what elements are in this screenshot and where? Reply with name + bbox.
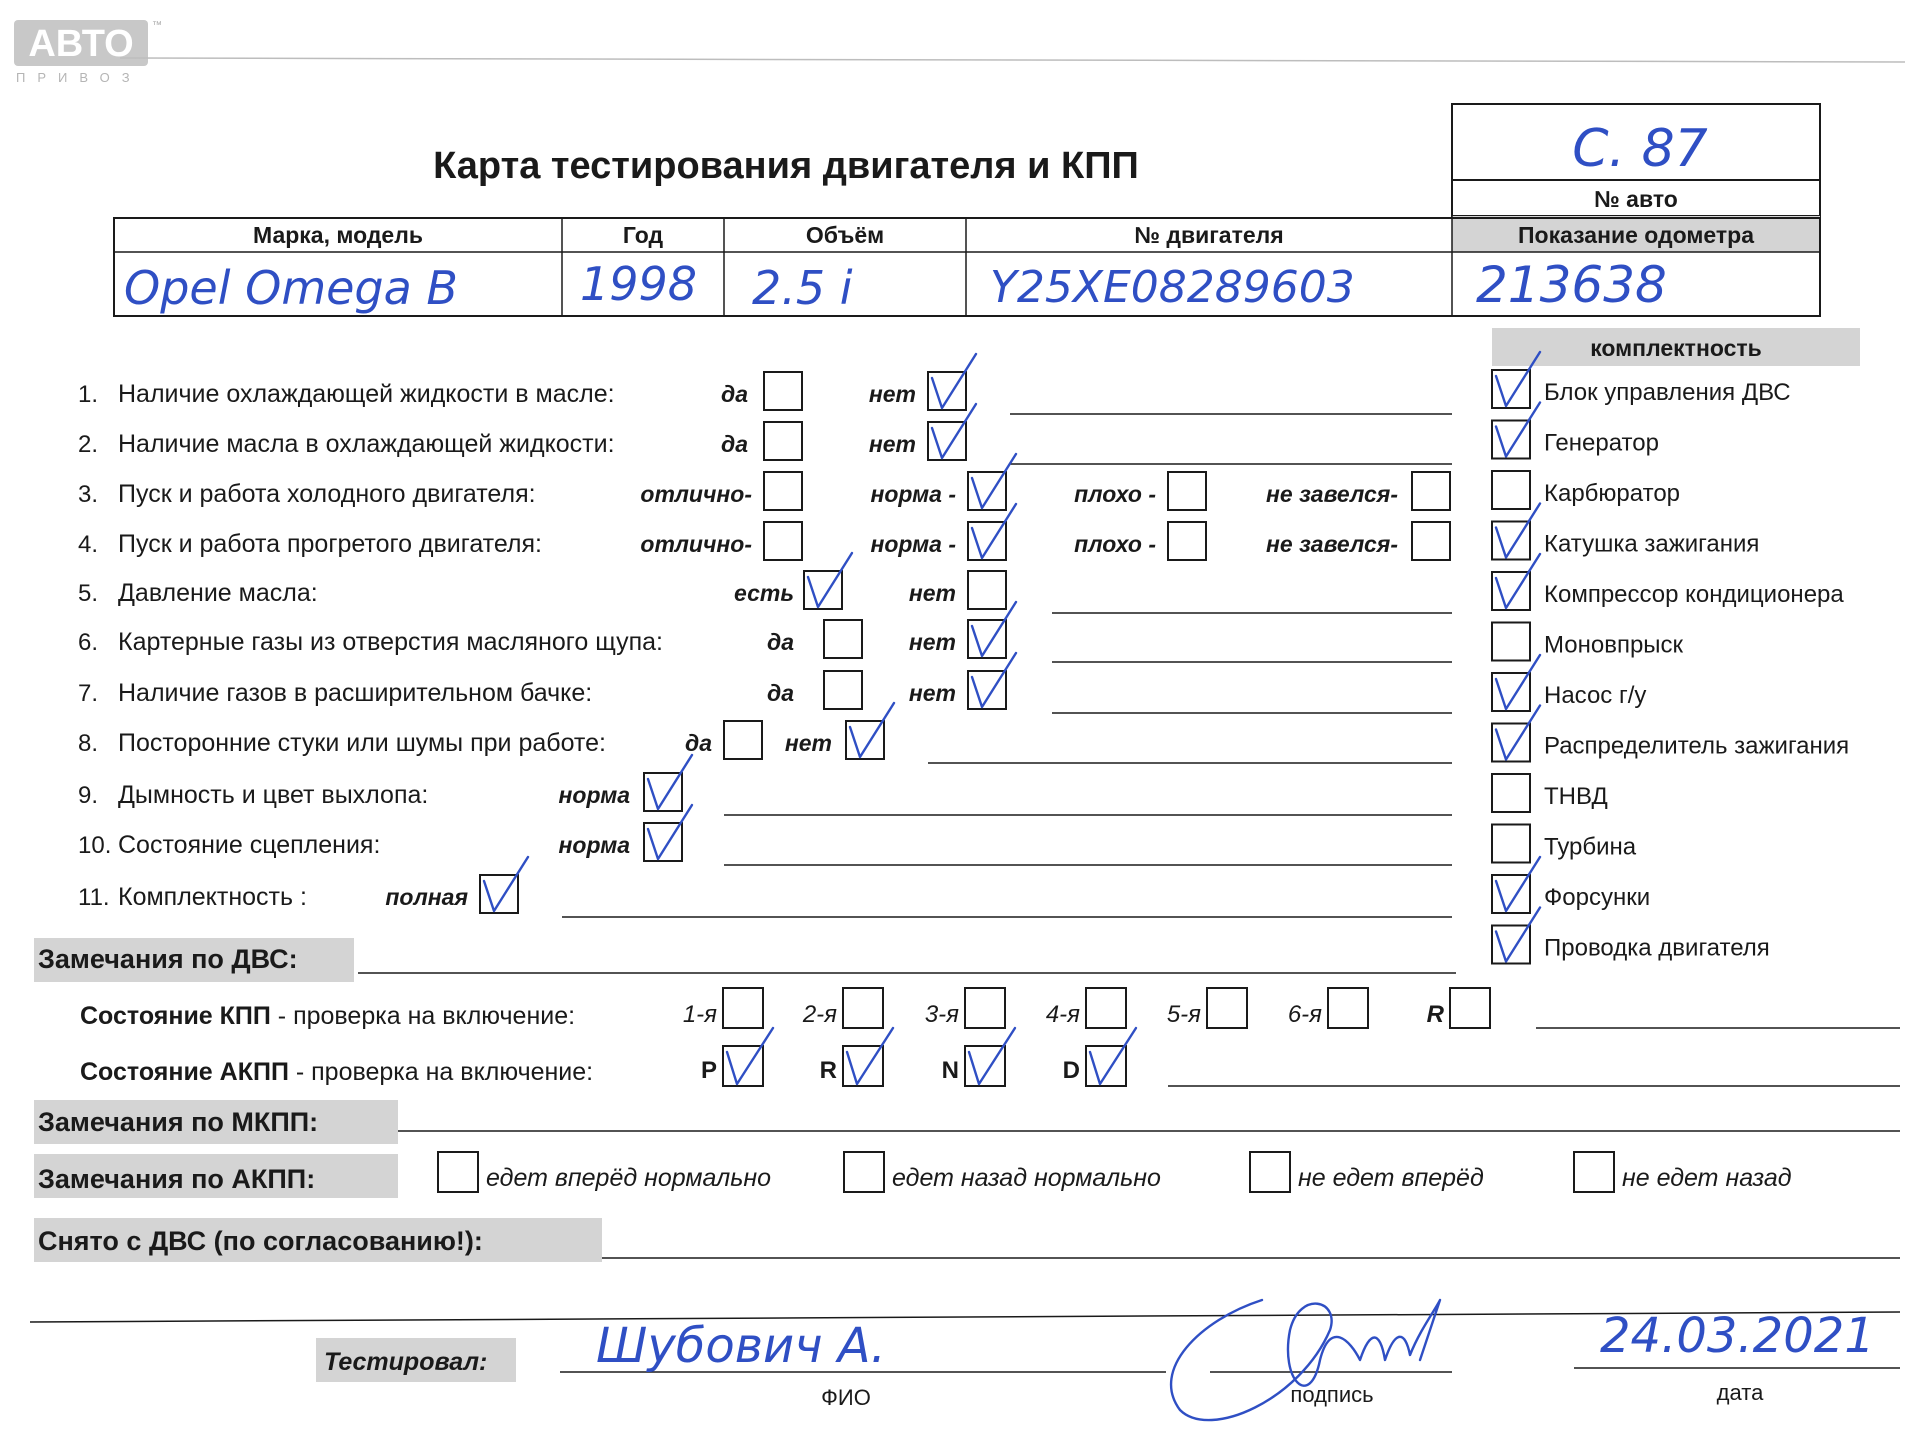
completeness-label: Форсунки [1544,884,1651,911]
akpp-remark-options [438,1152,1792,1192]
option-label: да [766,680,794,706]
test-number: 4. [78,531,99,558]
completeness-label: ТНВД [1544,783,1608,810]
car-number-box [1452,104,1820,216]
test-number: 8. [78,730,99,757]
test-number: 1. [78,381,99,408]
completeness-checkbox[interactable] [1492,471,1530,509]
option-label: полная [385,884,468,910]
option-label: норма [558,782,630,808]
tested-label: Тестировал: [324,1348,488,1376]
option-label: плохо - [1074,531,1156,557]
name-caption: ФИО [821,1385,871,1410]
completeness-item [1492,403,1659,459]
kpp-gear-label: 3-я [924,1001,959,1028]
test-row [78,602,1452,662]
completeness-item [1492,655,1646,711]
car-number-value: С. 87 [1572,119,1708,179]
test-row [78,354,1452,414]
top-fold-line [120,58,1905,62]
kpp-gear-label: 2-я [802,1001,837,1028]
option-checkbox[interactable] [1168,522,1206,560]
test-number: 11. [78,884,110,911]
completeness-label: Моновпрыск [1544,631,1684,659]
completeness-label: Генератор [1544,429,1659,457]
completeness-checkbox[interactable] [1492,774,1530,812]
kpp-label: Состояние КПП - проверка на включение: [80,1002,576,1030]
test-row [78,755,1452,815]
make-model-value: Opel Omega B [124,261,458,315]
akpp-gears [701,1028,1136,1086]
test-label: Наличие охлаждающей жидкости в масле: [118,380,615,408]
date-caption: дата [1716,1380,1764,1405]
completeness-item [1492,471,1680,509]
test-row [78,857,1452,917]
akpp-label: Состояние АКПП - проверка на включение: [80,1058,594,1086]
akpp-gear-label: P [700,1057,717,1084]
test-label: Дымность и цвет выхлопа: [118,781,429,809]
akpp-remark-checkbox[interactable] [438,1152,478,1192]
test-number: 6. [78,629,99,656]
test-number: 3. [78,481,99,508]
option-checkbox[interactable] [764,522,802,560]
completeness-item [1492,504,1759,560]
option-checkbox[interactable] [1168,472,1206,510]
option-label: отлично- [640,531,752,557]
remarks-akpp-label: Замечания по АКПП: [38,1164,316,1194]
akpp-remark-checkbox[interactable] [1574,1152,1614,1192]
akpp-gear-label: N [941,1057,959,1084]
option-label: отлично- [640,481,752,507]
test-number: 10. [78,832,112,859]
volume-value: 2.5 i [752,261,853,315]
option-label: норма - [870,531,956,557]
option-label: да [684,730,712,756]
completeness-list [1492,352,1849,964]
option-label: нет [908,680,956,706]
option-label: не завелся- [1266,481,1398,507]
kpp-gear-label: 4-я [1045,1001,1080,1028]
test-row [78,454,1450,510]
completeness-title: комплектность [1590,335,1762,361]
completeness-label: Насос г/у [1544,682,1647,709]
test-number: 9. [78,782,99,809]
option-label: норма - [870,481,956,507]
date-value: 24.03.2021 [1600,1308,1875,1364]
col-engine-no-label: № двигателя [1134,222,1284,248]
completeness-label: Проводка двигателя [1544,934,1770,962]
test-row [78,553,1452,613]
test-label: Наличие масла в охлаждающей жидкости: [118,430,615,458]
test-label: Наличие газов в расширительном бачке: [118,679,593,707]
akpp-remark-checkbox[interactable] [844,1152,884,1192]
col-volume-label: Объём [805,222,885,248]
option-label: норма [558,832,630,858]
option-label: да [720,381,748,407]
completeness-label: Турбина [1544,833,1637,861]
completeness-label: Компрессор кондиционера [1544,581,1844,608]
remarks-mkpp-label: Замечания по МКПП: [38,1107,319,1137]
kpp-gear-label: 5-я [1166,1001,1201,1028]
vehicle-info-table [114,180,1820,316]
option-label: нет [784,730,832,756]
test-row [78,404,1452,464]
option-checkbox[interactable] [968,571,1006,609]
completeness-checkbox[interactable] [1492,623,1530,661]
completeness-label: Распределитель зажигания [1544,732,1850,760]
remarks-dvs-label: Замечания по ДВС: [38,944,298,974]
option-label: не завелся- [1266,531,1398,557]
completeness-item [1492,908,1770,964]
test-number: 5. [78,580,99,607]
col-make-model-label: Марка, модель [253,222,423,248]
kpp-gear-checkbox[interactable] [723,988,763,1028]
option-label: да [766,629,794,655]
akpp-gear-label: R [819,1057,837,1084]
option-checkbox[interactable] [724,721,762,759]
completeness-item [1492,825,1637,863]
kpp-gear-checkbox[interactable] [1328,988,1368,1028]
col-year-label: Год [622,222,664,248]
akpp-gear-label: D [1062,1057,1080,1084]
kpp-gear-label: 6-я [1287,1001,1322,1028]
completeness-item [1492,857,1650,913]
kpp-gear-checkbox[interactable] [965,988,1005,1028]
engine-tests [78,354,1452,917]
logo [14,20,162,85]
akpp-remark-checkbox[interactable] [1250,1152,1290,1192]
option-checkbox[interactable] [764,472,802,510]
test-label: Картерные газы из отверстия масляного щупа: [118,628,663,656]
completeness-label: Катушка зажигания [1544,530,1760,558]
test-number: 2. [78,431,99,458]
option-checkbox[interactable] [764,372,802,410]
completeness-label: Карбюратор [1544,480,1681,507]
test-label: Давление масла: [118,579,318,607]
completeness-item [1492,623,1684,661]
kpp-gear-checkbox[interactable] [1086,988,1126,1028]
kpp-gear-label: R [1426,1001,1444,1028]
removed-label: Снято с ДВС (по согласованию!): [38,1226,483,1256]
completeness-label: Блок управления ДВС [1544,379,1791,406]
test-row [78,504,1450,560]
test-row [78,703,1452,763]
kpp-gear-checkbox[interactable] [1450,988,1490,1028]
test-label: Состояние сцепления: [118,831,381,859]
option-label: нет [908,580,956,606]
page-title: Карта тестирования двигателя и КПП [433,145,1139,187]
completeness-item [1492,554,1844,610]
car-number-label: № авто [1594,186,1678,212]
test-label: Пуск и работа холодного двигателя: [118,480,536,508]
akpp-remark-label: не едет вперёд [1298,1164,1484,1192]
col-odometer-label: Показание одометра [1518,222,1754,248]
kpp-gear-checkbox[interactable] [843,988,883,1028]
tester-name-value: Шубович А. [596,1318,886,1374]
engine-number-value: Y25XE08289603 [990,262,1355,313]
year-value: 1998 [580,257,698,311]
option-label: нет [908,629,956,655]
logo-subtitle: ПРИВОЗ [16,70,142,85]
kpp-gears [683,988,1490,1028]
option-checkbox[interactable] [764,422,802,460]
option-label: нет [868,381,916,407]
akpp-remark-label: не едет назад [1622,1164,1792,1192]
option-label: нет [868,431,916,457]
akpp-remark-label: едет назад нормально [892,1164,1161,1192]
kpp-gear-label: 1-я [682,1001,717,1028]
signature-caption: подпись [1290,1382,1374,1407]
completeness-checkbox[interactable] [1492,825,1530,863]
test-label: Посторонние стуки или шумы при работе: [118,729,606,757]
test-row [78,805,1452,865]
logo-tm: ™ [152,20,162,31]
test-number: 7. [78,680,99,707]
option-checkbox[interactable] [1412,522,1450,560]
option-label: плохо - [1074,481,1156,507]
logo-text: АВТО [28,23,134,65]
option-checkbox[interactable] [824,671,862,709]
odometer-value: 213638 [1476,256,1667,314]
test-label: Пуск и работа прогретого двигателя: [118,530,542,558]
option-checkbox[interactable] [1412,472,1450,510]
option-label: есть [734,580,794,606]
option-checkbox[interactable] [824,620,862,658]
test-label: Комплектность : [118,883,307,911]
completeness-item [1492,706,1849,762]
option-label: да [720,431,748,457]
completeness-item [1492,774,1608,812]
akpp-remark-label: едет вперёд нормально [486,1164,772,1192]
kpp-gear-checkbox[interactable] [1207,988,1247,1028]
